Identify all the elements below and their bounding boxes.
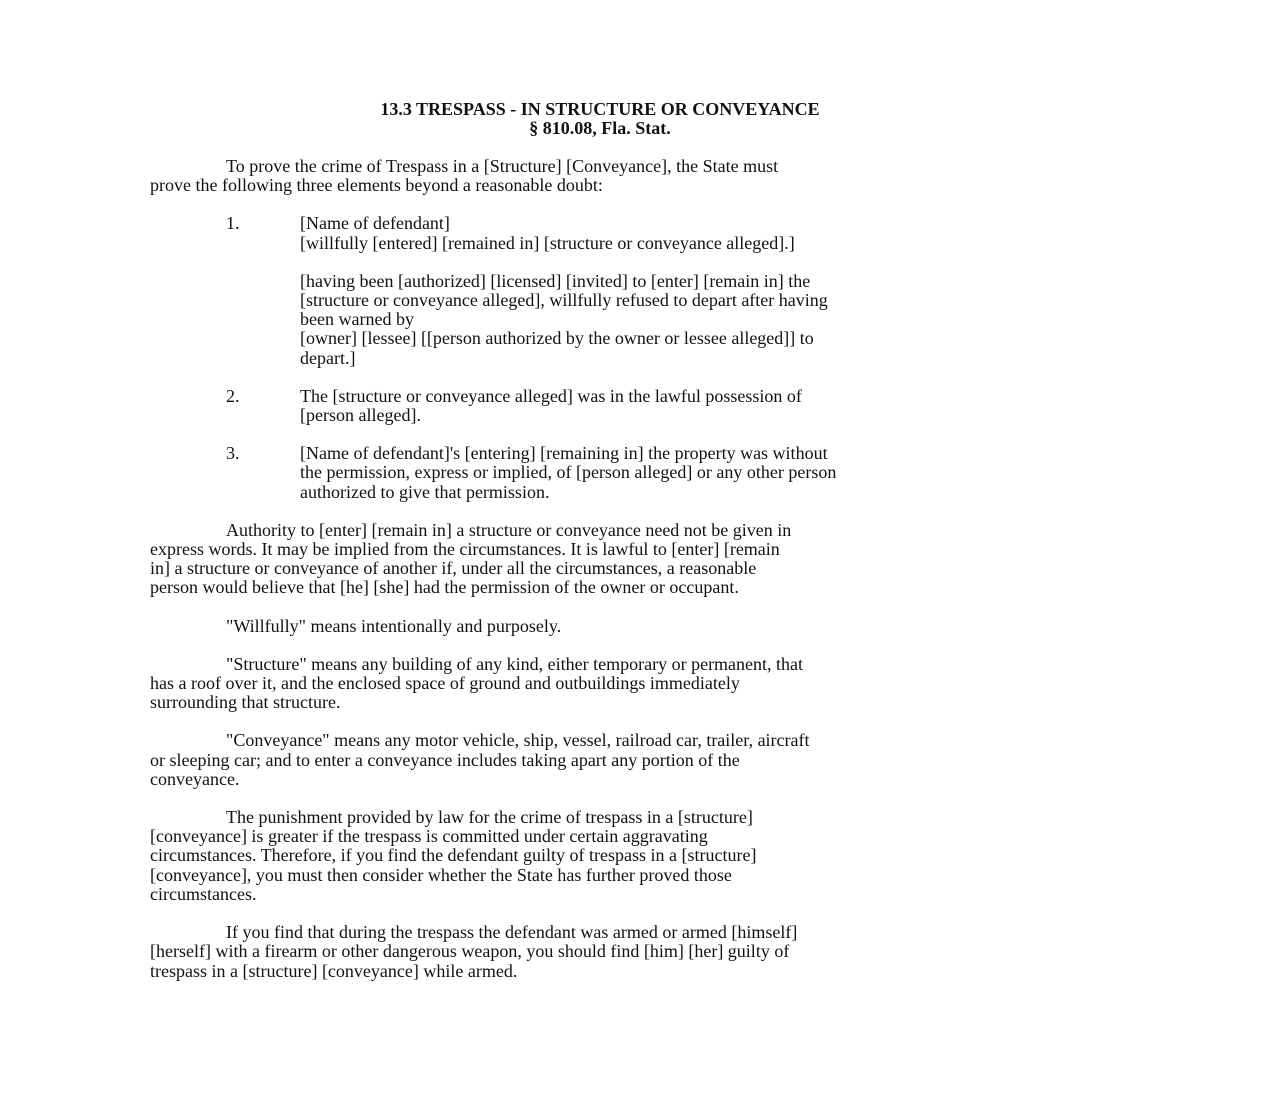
element-number: 1. xyxy=(226,213,240,234)
element-item xyxy=(150,214,1050,367)
authority-paragraph: Authority to [enter] [remain in] a structure or conveyance need not be given in express words. It may be implied from the circumstances. It is lawful to [enter] [remain in] a structure or conveyance of another if, under all the circumstances, a reasonable person would believe that [he] [she] had the permission of the owner or occupant. xyxy=(150,519,792,598)
element-item xyxy=(150,444,1050,502)
armed-paragraph: If you find that during the trespass the defendant was armed or armed [himself] [herself] with a firearm or other dangerous weapon, you should find [him] [her] guilty of trespass in a [structure] [conveyance] while armed. xyxy=(150,922,798,981)
element-body xyxy=(300,214,1050,367)
element-alternative-text: [having been [authorized] [licensed] [invited] to [enter] [remain in] the [structure or conveyance alleged], willfully refused to depart after having been warned by [owner] [lessee] [[person authorized by the owner or lessee alleged]] to depart.] xyxy=(300,270,828,368)
element-number: 3. xyxy=(226,443,240,464)
element-text: [Name of defendant]'s [entering] [remaining in] the property was without the permission, express or implied, of [person alleged] or any other person authorized to give that permission. xyxy=(300,443,837,502)
document-page xyxy=(150,100,1050,1000)
intro-paragraph: To prove the crime of Trespass in a [Structure] [Conveyance], the State must prove the following three elements beyond a reasonable doubt: xyxy=(150,156,779,196)
structure-definition: "Structure" means any building of any kind, either temporary or permanent, that has a roof over it, and the enclosed space of ground and outbuildings immediately surrounding that structure. xyxy=(150,653,804,713)
title-statute: § 810.08, Fla. Stat. xyxy=(529,118,671,138)
element-body xyxy=(300,387,1050,425)
document-title xyxy=(150,100,1050,138)
title-heading: 13.3 TRESPASS - IN STRUCTURE OR CONVEYANCE xyxy=(380,99,820,119)
conveyance-definition: "Conveyance" means any motor vehicle, ship, vessel, railroad car, trailer, aircraft or sleeping car; and to enter a conveyance includes taking apart any portion of the conveyance. xyxy=(150,730,810,789)
element-text: The [structure or conveyance alleged] was in the lawful possession of [person alleged]. xyxy=(300,385,802,426)
element-item xyxy=(150,387,1050,425)
element-body xyxy=(300,444,1050,502)
willfully-definition: "Willfully" means intentionally and purposely. xyxy=(226,615,562,636)
element-text: [Name of defendant] [willfully [entered] [remained in] [structure or conveyance alleged].] xyxy=(300,213,795,253)
element-number: 2. xyxy=(226,385,240,406)
punishment-paragraph: The punishment provided by law for the crime of trespass in a [structure] [conveyance] is greater if the trespass is committed under certain aggravating circumstances. Therefore, if you find the defendant guilty of trespass in a [structure] [conveyance], you must then consider whether the State has further proved those circumstances. xyxy=(150,807,757,904)
